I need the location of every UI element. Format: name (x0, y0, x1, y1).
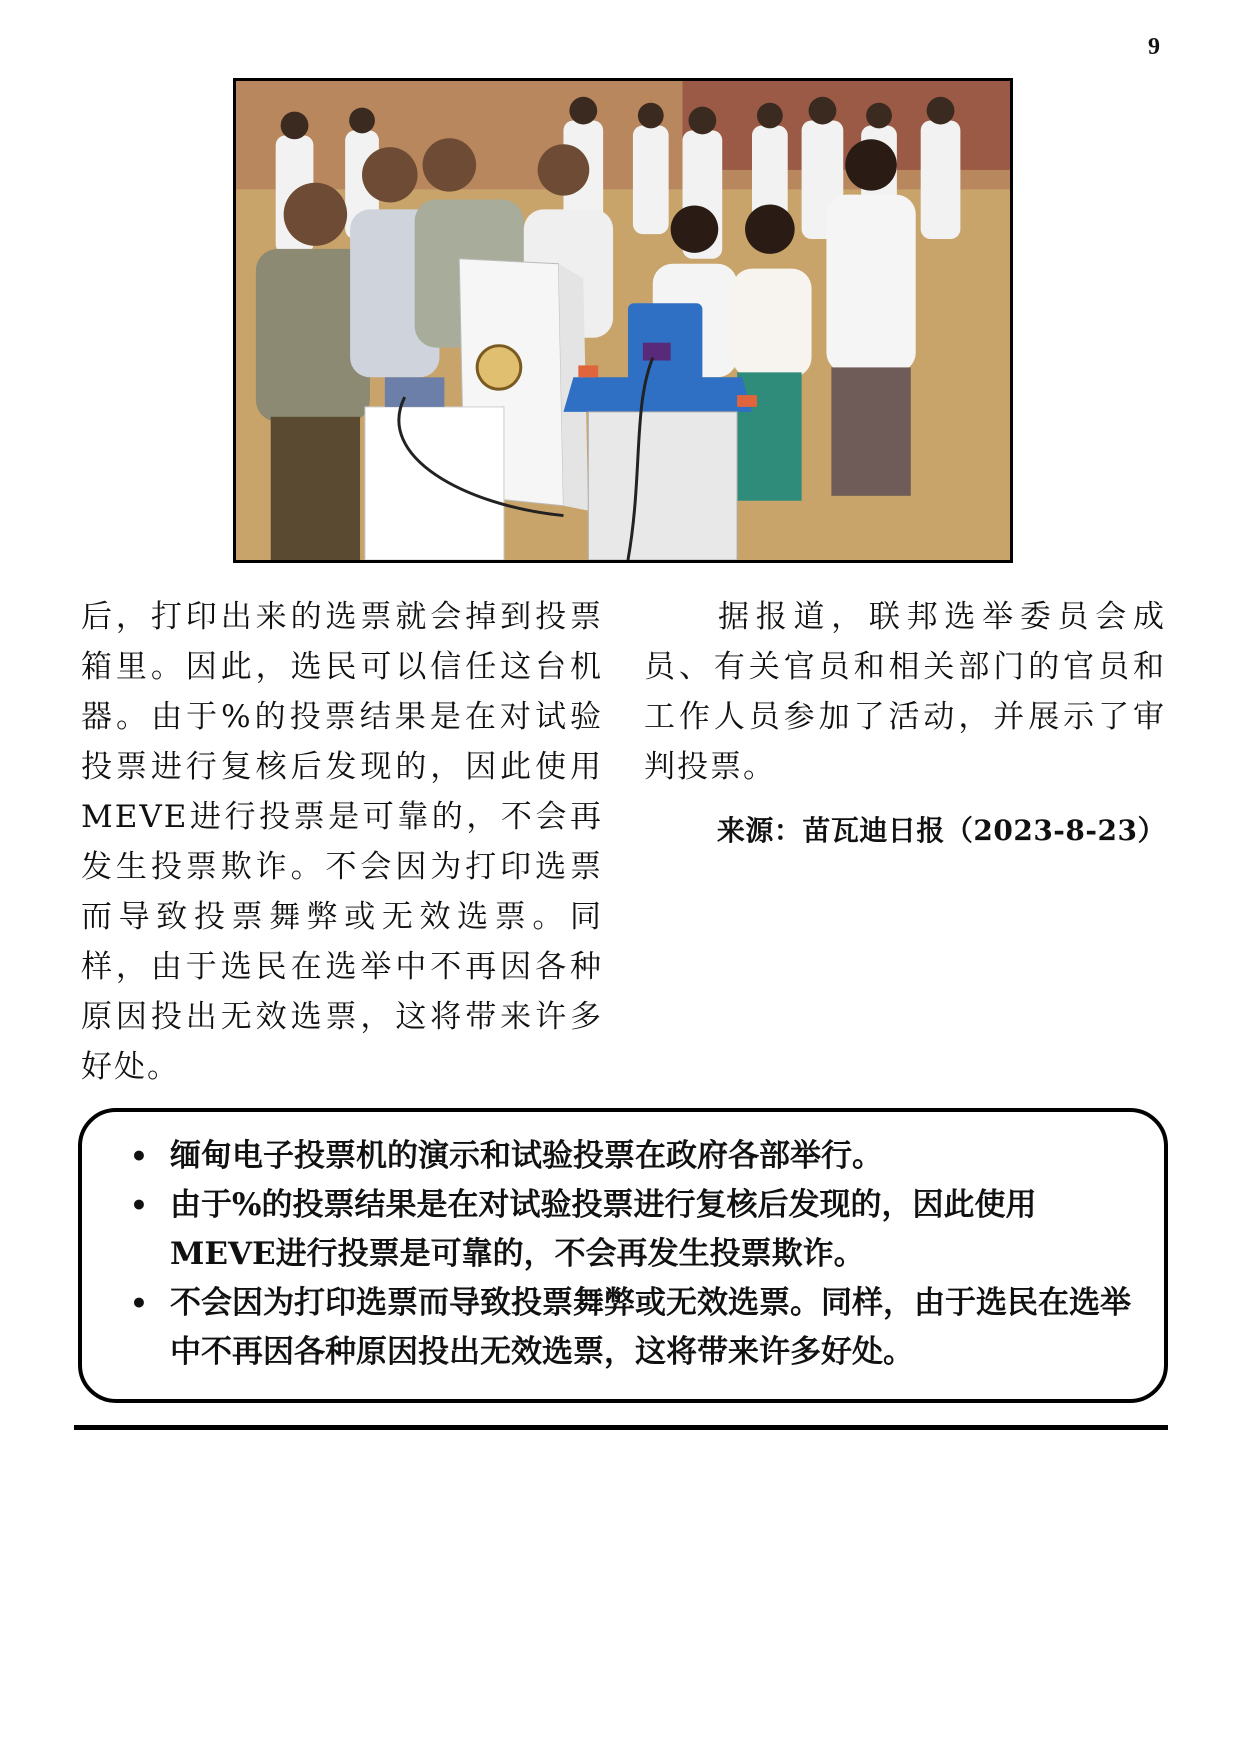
bullet-icon: • (130, 1287, 148, 1320)
left-column-paragraph: 后，打印出来的选票就会掉到投票箱里。因此，选民可以信任这台机器。由于%的投票结果是在对试验投票进行复核后发现的，因此使用MEVE进行投票是可靠的，不会再发生投票欺诈。不会因为打印选票而导致投票舞弊或无效选票。同样，由于选民在选举中不再因各种原因投出无效选票，这将带来许多好处。 (81, 599, 603, 1085)
source-citation: 来源：苗瓦迪日报（2023-8-23） (716, 814, 1166, 847)
summary-item (130, 1279, 1142, 1377)
bullet-icon: • (130, 1189, 148, 1222)
summary-item-text: 缅甸电子投票机的演示和试验投票在政府各部举行。 (170, 1138, 883, 1174)
summary-item-text: 由于%的投票结果是在对试验投票进行复核后发现的，因此使用MEVE进行投票是可靠的，不会再发生投票欺诈。 (170, 1187, 1037, 1272)
summary-item-text: 不会因为打印选票而导致投票舞弊或无效选票。同样，由于选民在选举中不再因各种原因投出无效选票，这将带来许多好处。 (170, 1285, 1131, 1370)
horizontal-divider (74, 1425, 1168, 1430)
bullet-icon: • (130, 1140, 148, 1173)
summary-item (130, 1181, 1142, 1279)
voting-machine-demonstration-photo (236, 81, 1010, 560)
event-photo (233, 78, 1013, 563)
summary-box (78, 1108, 1168, 1403)
page-number: 9 (1148, 34, 1160, 60)
summary-item (130, 1132, 1142, 1181)
right-column (644, 592, 1166, 856)
summary-list (130, 1132, 1142, 1377)
left-column (81, 592, 603, 1092)
right-column-paragraph: 据报道，联邦选举委员会成员、有关官员和相关部门的官员和工作人员参加了活动，并展示了审判投票。 (644, 599, 1166, 785)
